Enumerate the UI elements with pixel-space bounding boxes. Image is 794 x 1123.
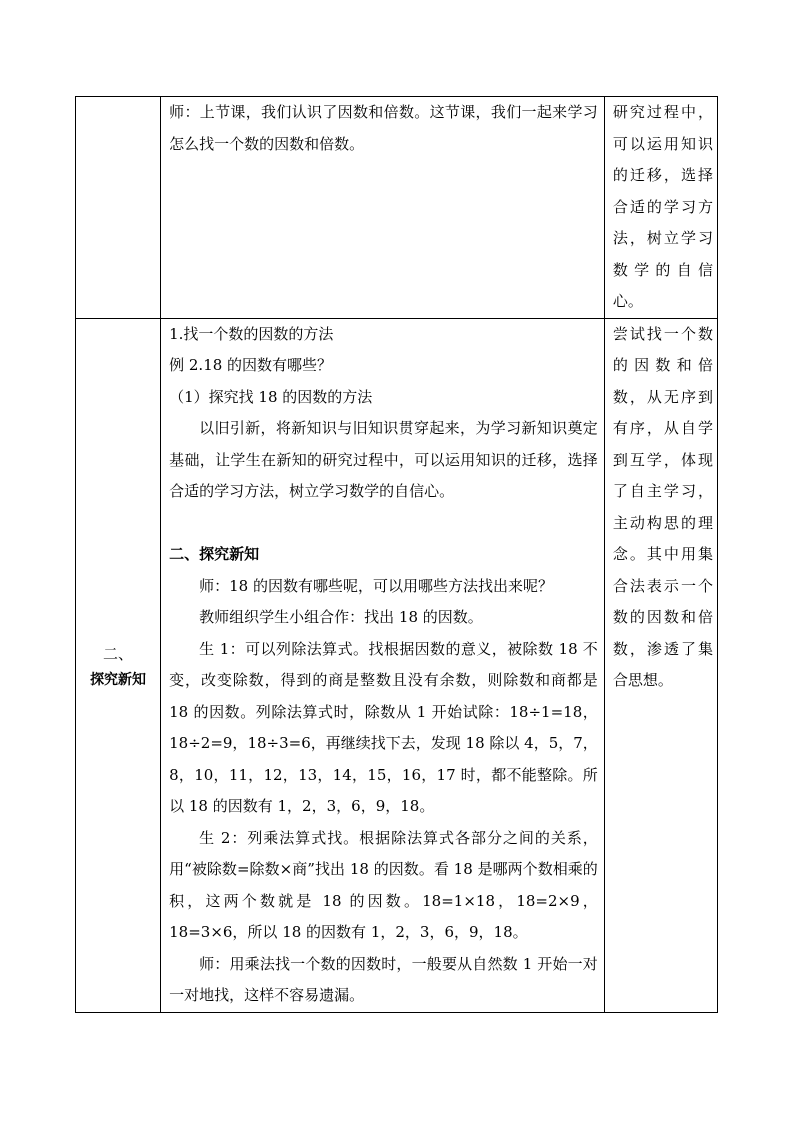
paragraph: 以旧引新，将新知识与旧知识贯穿起来，为学习新知识奠定基础，让学生在新知的研究过程中，可以运用知识的迁移，选择合适的学习方法，树立学习数学的自信心。 [169, 419, 598, 500]
design-intent-cell [604, 97, 717, 319]
design-intent-text: 尝试找一个数的因数和倍数，从无序到有序，从自学到互学，体现了自主学习，主动构思的理念。其中用集合法表示一个数的因数和倍数，渗透了集合思想。 [612, 324, 713, 689]
section-title: 1.找一个数的因数的方法 [169, 324, 334, 343]
section-heading: 二、探究新知 [169, 545, 260, 563]
design-intent-text: 研究过程中，可以运用知识的迁移，选择合适的学习方法，树立学习数学的自信心。 [612, 103, 713, 310]
teacher-summary: 师：用乘法找一个数的因数时，一般要从自然数 1 开始一对一对地找，这样不容易遗漏。 [169, 954, 598, 1004]
design-intent-cell [604, 318, 717, 1012]
table-row [76, 97, 718, 319]
teacher-intro-text: 师：上节课，我们认识了因数和倍数。这节课，我们一起来学习怎么找一个数的因数和倍数。 [169, 103, 598, 153]
subsection-title: （1）探究找 18 的因数的方法 [169, 387, 373, 406]
content-cell [161, 318, 605, 1012]
table-row [76, 318, 718, 1012]
stage-cell [76, 318, 161, 1012]
stage-cell [76, 97, 161, 319]
content-cell [161, 97, 605, 319]
blank-line [169, 508, 598, 540]
teacher-question: 师：18 的因数有哪些呢，可以用哪些方法找出来呢？ [199, 576, 553, 595]
student-answer-2: 生 2：列乘法算式找。根据除法算式各部分之间的关系，用“被除数=除数×商”找出 18 的因数。看 18 是哪两个数相乘的积，这两个数就是 18 的因数。18=1×18，18=2×9，18=3×6，所以 18 的因数有 1，2，3，6，9，18。 [169, 828, 598, 941]
lesson-plan-table [75, 96, 718, 1013]
student-answer-1: 生 1：可以列除法算式。找根据因数的意义，被除数 18 不变，改变除数，得到的商是整数且没有余数，则除数和商都是 18 的因数。列除法算式时，除数从 1 开始试除：18÷1=18，18÷2=9，18÷3=6，再继续找下去，发现 18 除以 4，5，7，8，10，11，12，13，14，15，16，17 时，都不能整除。所以 18 的因数有 1，2，3，6，9，18。 [169, 639, 598, 815]
paragraph: 教师组织学生小组合作：找出 18 的因数。 [199, 608, 483, 626]
example-title: 例 2.18 的因数有哪些？ [169, 356, 333, 374]
stage-title: 探究新知 [90, 672, 147, 688]
stage-number: 二、 [103, 645, 134, 663]
